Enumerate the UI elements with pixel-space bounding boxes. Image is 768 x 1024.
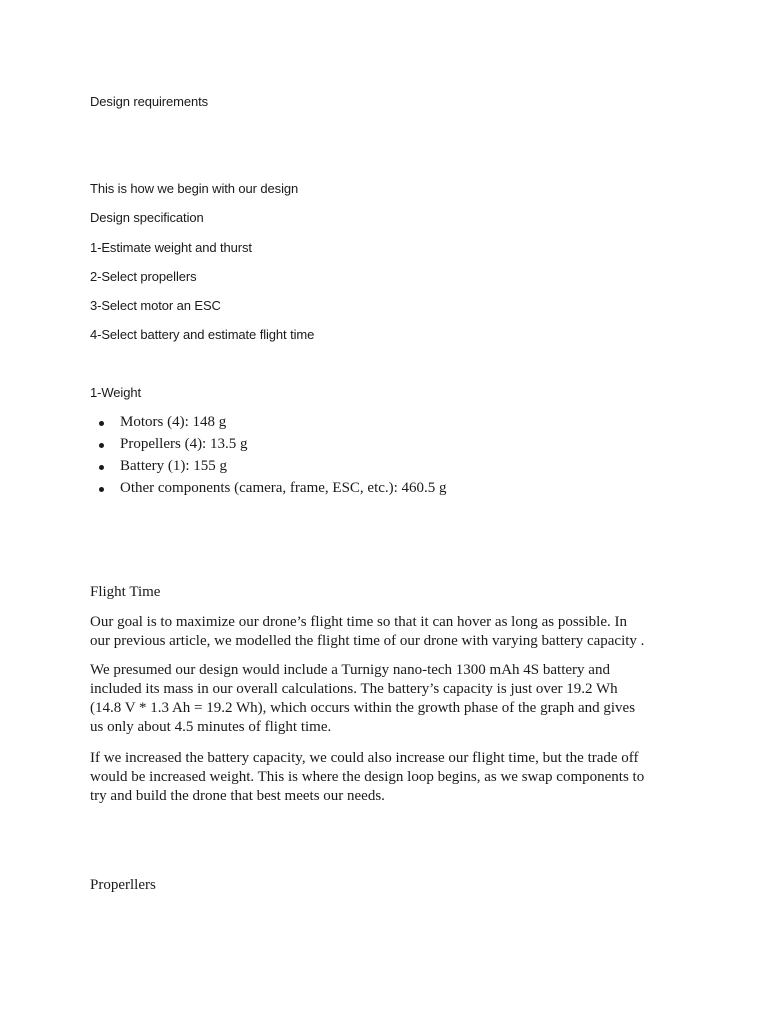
intro-line: This is how we begin with our design (90, 181, 299, 196)
weight-list-item (90, 479, 447, 501)
flight-time-title: Flight Time (90, 584, 161, 600)
flight-paragraph: Our goal is to maximize our drone’s flight time so that it can hover as long as possible. In our previous article, we modelled the flight time of our drone with varying battery capacity . (90, 614, 645, 649)
step-item: 4-Select battery and estimate flight time (90, 327, 315, 342)
weight-list-item (90, 457, 447, 479)
weight-item-text: Propellers (4): 13.5 g (120, 436, 248, 452)
propellers-title: Properllers (90, 877, 156, 893)
flight-paragraph: We presumed our design would include a Turnigy nano-tech 1300 mAh 4S battery and included its mass in our overall calculations. The battery’s capacity is just over 19.2 Wh (14.8 V * 1.3 Ah = 19.2 Wh), which occurs within the growth phase of the graph and gives us only about 4.5 minutes of flight time. (90, 662, 636, 735)
weight-title: 1-Weight (90, 385, 141, 400)
weight-item-text: Motors (4): 148 g (120, 414, 227, 430)
weight-item-text: Other components (camera, frame, ESC, etc.): 460.5 g (120, 480, 447, 496)
step-item: 1-Estimate weight and thurst (90, 240, 252, 255)
weight-list-item (90, 413, 447, 435)
weight-list (90, 413, 447, 501)
bullet-icon (99, 421, 104, 426)
spec-title: Design specification (90, 210, 204, 225)
bullet-icon (99, 487, 104, 492)
weight-list-item (90, 435, 447, 457)
weight-item-text: Battery (1): 155 g (120, 458, 228, 474)
page-heading: Design requirements (90, 94, 209, 109)
flight-paragraph: If we increased the battery capacity, we could also increase our flight time, but the trade off would be increased weight. This is where the design loop begins, as we swap components to try and build the drone that best meets our needs. (90, 750, 645, 804)
step-item: 3-Select motor an ESC (90, 298, 221, 313)
bullet-icon (99, 443, 104, 448)
step-item: 2-Select propellers (90, 269, 197, 284)
bullet-icon (99, 465, 104, 470)
